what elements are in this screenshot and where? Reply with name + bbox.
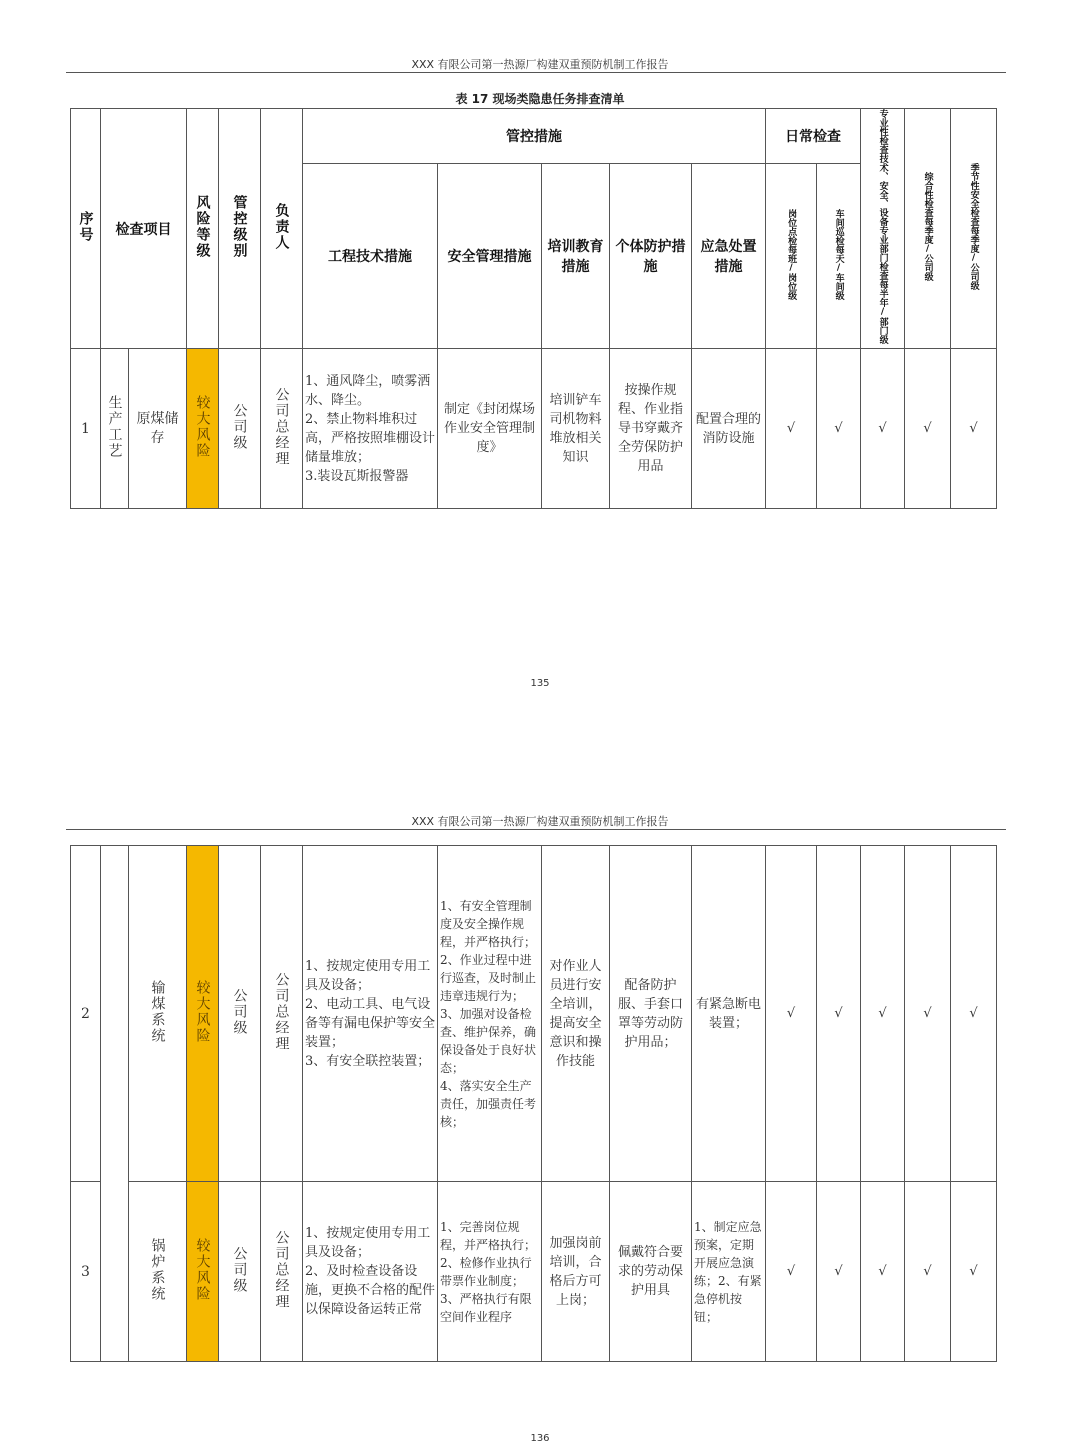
- row-check-workshop: √: [817, 349, 861, 509]
- row-check-comprehensive: √: [905, 846, 951, 1182]
- header-risk-level: 风险等级: [187, 109, 219, 349]
- row-owner: 公司总经理: [261, 349, 303, 509]
- row-check-seasonal: √: [951, 349, 997, 509]
- row-check-special: √: [861, 1182, 905, 1362]
- row-check-post: √: [766, 846, 817, 1182]
- row-seq: 3: [71, 1182, 101, 1362]
- row-check-post: √: [766, 1182, 817, 1362]
- row-seq: 2: [71, 846, 101, 1182]
- row-risk-badge: 较大风险: [187, 349, 219, 509]
- hazard-table-part2: [70, 845, 997, 1362]
- row-safety-mgmt: 1、有安全管理制度及安全操作规程，并严格执行； 2、作业过程中进行巡查，及时制止违章违规行为； 3、加强对设备检查、维护保养，确保设备处于良好状态； 4、落实安全生产责任，加强责任考核；: [438, 846, 542, 1182]
- report-header: XXX 有限公司第一热源厂构建双重预防机制工作报告: [411, 58, 669, 71]
- table-title: 表 17 现场类隐患任务排查清单: [455, 92, 625, 106]
- page-135: [0, 0, 1080, 727]
- row-training: 培训铲车司机物料堆放相关知识: [542, 349, 610, 509]
- row-category: 生产工艺: [101, 349, 129, 509]
- row-check-special: √: [861, 349, 905, 509]
- row-emergency: 配置合理的消防设施: [692, 349, 766, 509]
- header-seq: 序号: [71, 109, 101, 349]
- row-ppe: 按操作规程、作业指导书穿戴齐全劳保防护用品: [610, 349, 692, 509]
- row-engineering: 1、通风降尘，喷雾洒水、降尘。 2、禁止物料堆积过高，严格按照堆棚设计储量堆放； 3.装设瓦斯报警器: [303, 349, 438, 509]
- row-training: 对作业人员进行安全培训，提高安全意识和操作技能: [542, 846, 610, 1182]
- header-daily-check: 日常检查: [766, 109, 861, 164]
- row-category: [101, 846, 129, 1362]
- row-owner: 公司总经理: [261, 1182, 303, 1362]
- row-ppe: 配备防护服、手套口罩等劳动防护用品；: [610, 846, 692, 1182]
- header-special-check: 专业性检查技术、安全、设备专业部门检查每半年/部门级: [861, 109, 905, 349]
- header-workshop-check: 车间巡检每天/车间级: [817, 164, 861, 349]
- header-item: 检查项目: [101, 109, 187, 349]
- header-engineering: 工程技术措施: [303, 164, 438, 349]
- header-post-check: 岗位点检每班/岗位级: [766, 164, 817, 349]
- header-ppe: 个体防护措施: [610, 164, 692, 349]
- row-check-special: √: [861, 846, 905, 1182]
- header-rule: [66, 829, 1006, 830]
- row-check-comprehensive: √: [905, 1182, 951, 1362]
- row-seq: 1: [71, 349, 101, 509]
- header-seasonal-check: 季节性安全检查每季度/公司级: [951, 109, 997, 349]
- row-check-comprehensive: √: [905, 349, 951, 509]
- row-engineering: 1、按规定使用专用工具及设备； 2、及时检查设备设施，更换不合格的配件以保障设备运转正常: [303, 1182, 438, 1362]
- header-emergency: 应急处置措施: [692, 164, 766, 349]
- table-row: [71, 349, 997, 509]
- row-item: 原煤储存: [129, 349, 187, 509]
- header-rule: [66, 72, 1006, 73]
- row-safety-mgmt: 1、完善岗位规程，并严格执行； 2、检修作业执行带票作业制度； 3、严格执行有限空间作业程序: [438, 1182, 542, 1362]
- row-control-level: 公司级: [219, 349, 261, 509]
- row-emergency: 有紧急断电装置；: [692, 846, 766, 1182]
- row-safety-mgmt: 制定《封闭煤场作业安全管理制度》: [438, 349, 542, 509]
- row-ppe: 佩戴符合要求的劳动保护用具: [610, 1182, 692, 1362]
- row-engineering: 1、按规定使用专用工具及设备； 2、电动工具、电气设备等有漏电保护等安全装置； 3、有安全联控装置；: [303, 846, 438, 1182]
- report-header: XXX 有限公司第一热源厂构建双重预防机制工作报告: [411, 815, 669, 828]
- row-control-level: 公司级: [219, 1182, 261, 1362]
- row-check-workshop: √: [817, 846, 861, 1182]
- row-risk-badge: 较大风险: [187, 846, 219, 1182]
- page-136: [0, 727, 1080, 1455]
- header-control-measures: 管控措施: [303, 109, 766, 164]
- row-emergency: 1、制定应急预案，定期开展应急演练；2、有紧急停机按钮；: [692, 1182, 766, 1362]
- row-risk-badge: 较大风险: [187, 1182, 219, 1362]
- page-number: 135: [530, 678, 550, 689]
- row-check-seasonal: √: [951, 1182, 997, 1362]
- row-control-level: 公司级: [219, 846, 261, 1182]
- row-check-seasonal: √: [951, 846, 997, 1182]
- table-row: [71, 846, 997, 1182]
- header-owner: 负责人: [261, 109, 303, 349]
- row-check-post: √: [766, 349, 817, 509]
- header-control-level: 管控级别: [219, 109, 261, 349]
- table-row: [71, 1182, 997, 1362]
- row-owner: 公司总经理: [261, 846, 303, 1182]
- row-item: 输煤系统: [129, 846, 187, 1182]
- header-safety-mgmt: 安全管理措施: [438, 164, 542, 349]
- row-training: 加强岗前培训，合格后方可上岗；: [542, 1182, 610, 1362]
- row-check-workshop: √: [817, 1182, 861, 1362]
- header-training: 培训教育措施: [542, 164, 610, 349]
- header-comprehensive-check: 综合性检查每季度/公司级: [905, 109, 951, 349]
- page-number: 136: [530, 1433, 550, 1444]
- row-item: 锅炉系统: [129, 1182, 187, 1362]
- hazard-table-part1: [70, 108, 997, 509]
